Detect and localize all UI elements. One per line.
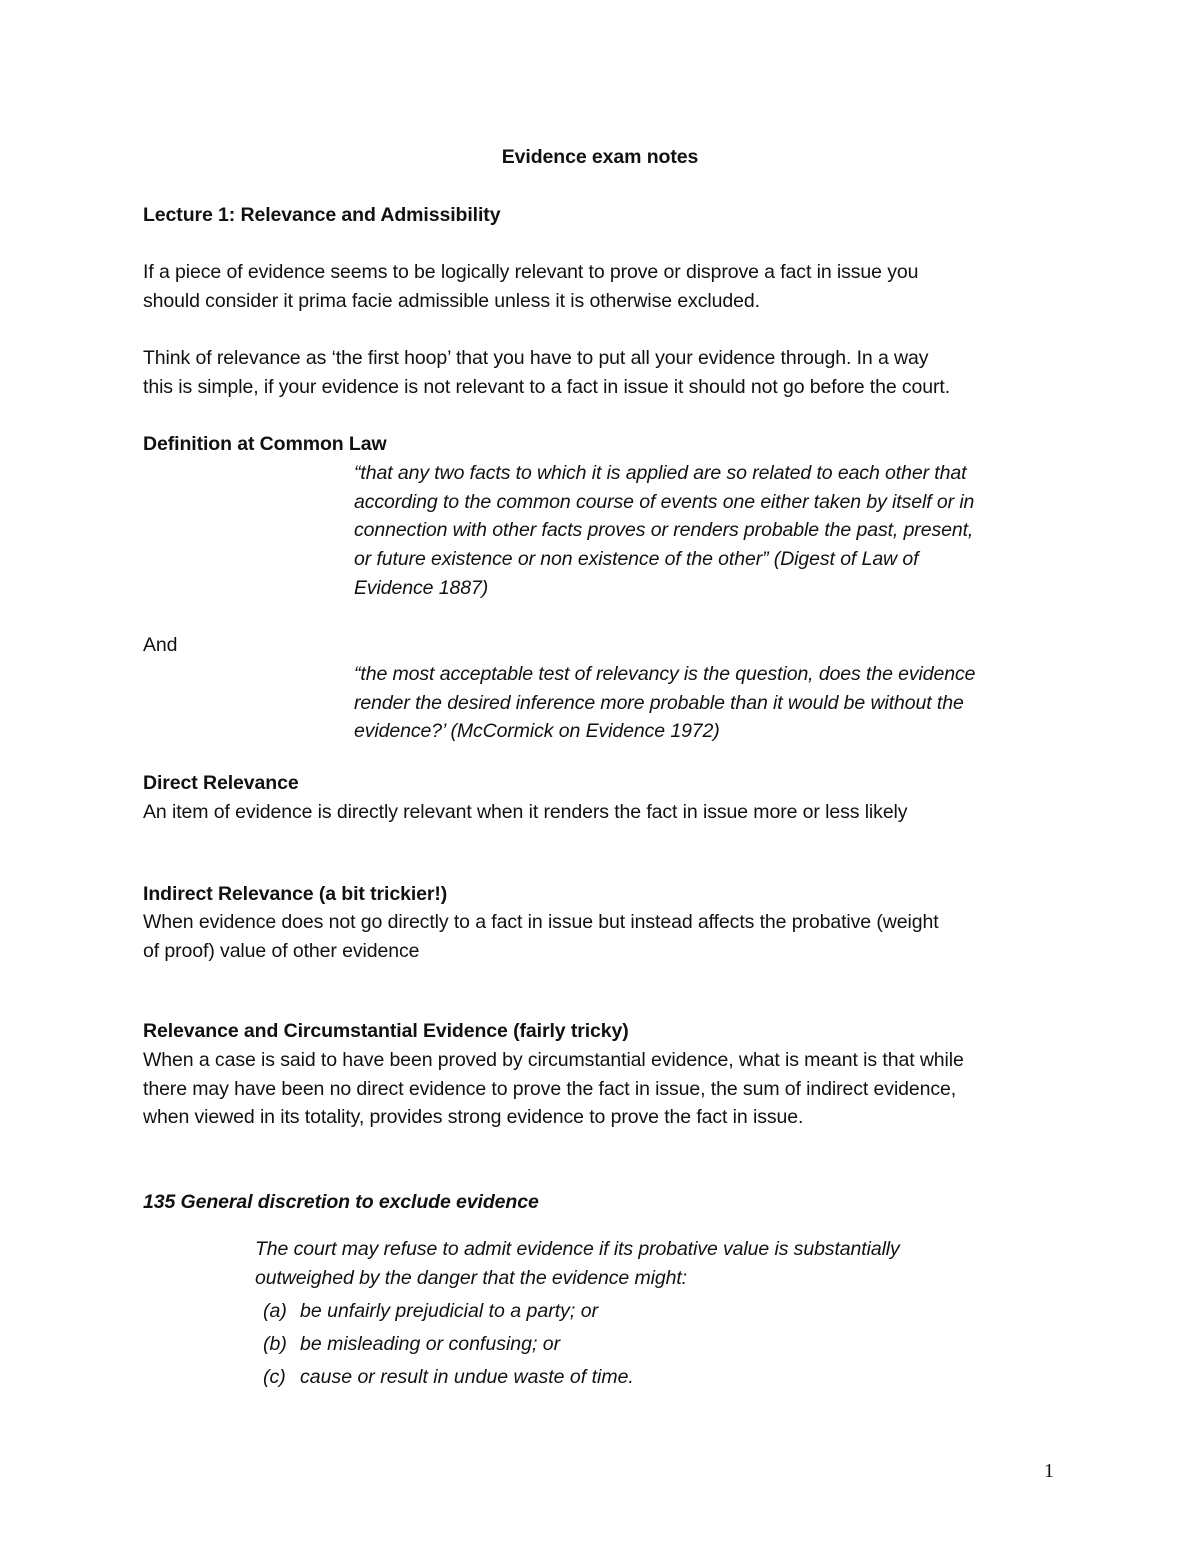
paragraph-line: there may have been no direct evidence to prove the fact in issue, the sum of indirect evidence,: [143, 1078, 957, 1100]
document-title: Evidence exam notes: [501, 146, 699, 168]
indirect-relevance-heading: Indirect Relevance (a bit trickier!): [143, 883, 448, 905]
lecture-heading: Lecture 1: Relevance and Admissibility: [143, 204, 501, 226]
list-item-text: be unfairly prejudicial to a party; or: [300, 1300, 599, 1322]
direct-relevance-heading: Direct Relevance: [143, 772, 299, 794]
quote-line: “the most acceptable test of relevancy is the question, does the evidence: [354, 663, 976, 685]
list-marker: (a): [263, 1300, 287, 1322]
page-number: 1: [1044, 1460, 1054, 1482]
circumstantial-heading: Relevance and Circumstantial Evidence (fairly tricky): [143, 1020, 629, 1042]
paragraph-line: When evidence does not go directly to a fact in issue but instead affects the probative (weight: [143, 911, 939, 933]
paragraph-line: Think of relevance as ‘the first hoop’ that you have to put all your evidence through. In a way: [143, 347, 929, 369]
paragraph-line: outweighed by the danger that the evidence might:: [255, 1267, 687, 1289]
quote-line: or future existence or non existence of the other” (Digest of Law of: [354, 548, 919, 570]
list-item-text: cause or result in undue waste of time.: [300, 1366, 634, 1388]
quote-line: render the desired inference more probable than it would be without the: [354, 692, 964, 714]
paragraph-line: When a case is said to have been proved by circumstantial evidence, what is meant is that while: [143, 1049, 964, 1071]
quote-line: “that any two facts to which it is applied are so related to each other that: [354, 462, 967, 484]
list-marker: (c): [263, 1366, 286, 1388]
paragraph-line: If a piece of evidence seems to be logically relevant to prove or disprove a fact in issue you: [143, 261, 919, 283]
quote-line: Evidence 1887): [354, 577, 489, 599]
paragraph-line: of proof) value of other evidence: [143, 940, 420, 962]
and-label: And: [143, 634, 178, 656]
section-135-heading: 135 General discretion to exclude evidence: [143, 1191, 539, 1213]
paragraph-line: when viewed in its totality, provides strong evidence to prove the fact in issue.: [143, 1106, 804, 1128]
paragraph-line: The court may refuse to admit evidence if its probative value is substantially: [255, 1238, 900, 1260]
paragraph-line: should consider it prima facie admissible unless it is otherwise excluded.: [143, 290, 760, 312]
quote-line: connection with other facts proves or renders probable the past, present,: [354, 519, 974, 541]
paragraph-line: this is simple, if your evidence is not relevant to a fact in issue it should not go before the court.: [143, 376, 951, 398]
quote-line: evidence?’ (McCormick on Evidence 1972): [354, 720, 720, 742]
list-marker: (b): [263, 1333, 287, 1355]
list-item-text: be misleading or confusing; or: [300, 1333, 561, 1355]
common-law-heading: Definition at Common Law: [143, 433, 387, 455]
direct-relevance-body: An item of evidence is directly relevant when it renders the fact in issue more or less likely: [143, 801, 908, 823]
quote-line: according to the common course of events one either taken by itself or in: [354, 491, 975, 513]
